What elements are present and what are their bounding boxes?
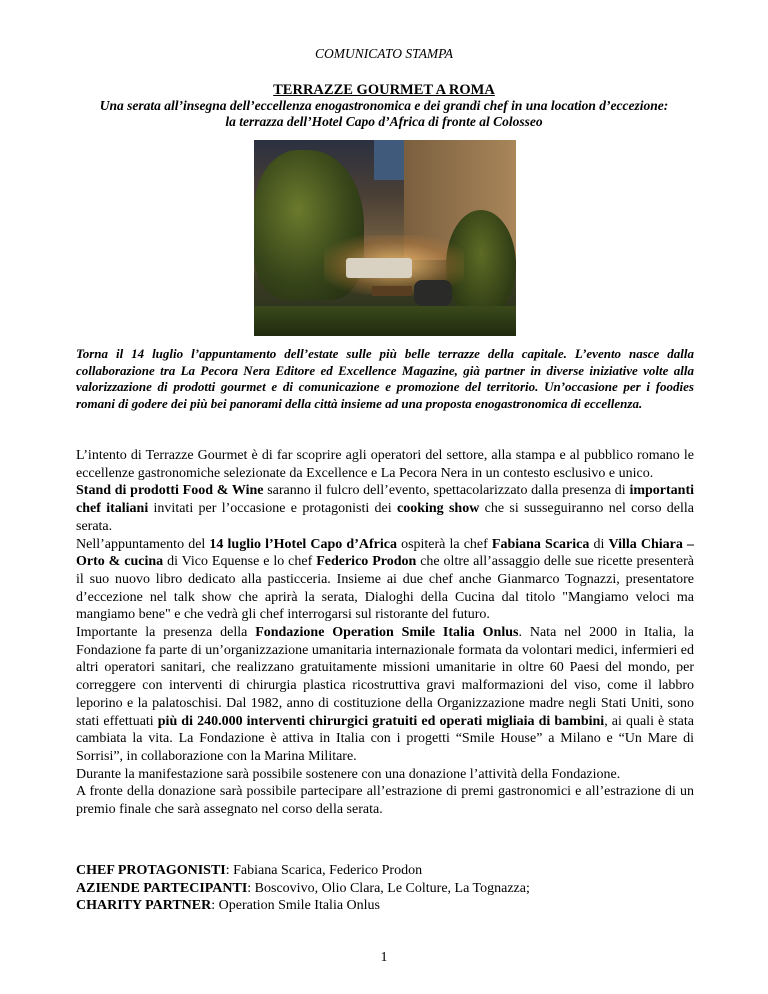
companies-line: AZIENDE PARTECIPANTI: Boscovivo, Olio Clara, Le Colture, La Tognazza;	[76, 880, 530, 896]
photo-sofa	[346, 258, 412, 278]
body-paragraph-4: Importante la presenza della Fondazione Operation Smile Italia Onlus. Nata nel 2000 in Italia, la Fondazione fa parte di un’organizzazione umanitaria internazionale formata da volontari medici, infermieri ed altri operatori sanitari, che realizzano gratuitamente missioni umanitarie in oltre 60 Paesi del mondo, per correggere con interventi di chirurgia plastica ricostruttiva gravi malformazioni del viso, come il labbro leporino e la palatoschisi. Dal 1982, anno di costituzione della Organizzazione madre negli Stati Uniti, sono stati effettuati più di 240.000 interventi chirurgici gratuiti ed operati migliaia di bambini, ai quali è stata cambiata la vita. La Fondazione è attiva in Italia con i progetti “Smile House” a Milano e “Un Mare di Sorrisi”, in collaborazione con la Marina Militare.	[76, 625, 694, 764]
document-subtitle	[60, 98, 708, 130]
press-release-label: COMUNICATO STAMPA	[315, 46, 453, 61]
charity-line: CHARITY PARTNER: Operation Smile Italia Onlus	[76, 898, 380, 914]
terrace-photo	[254, 140, 516, 336]
participants-list	[76, 862, 694, 915]
body-paragraph-2: Stand di prodotti Food & Wine saranno il fulcro dell’evento, spettacolarizzato dalla presenza di importanti chef italiani invitati per l’occasione e protagonisti dei cooking show che si susseguiranno nel corso della serata.	[76, 483, 695, 534]
body-paragraph-6: A fronte della donazione sarà possibile partecipare all’estrazione di premi gastronomici e all’estrazione di un premio finale che sarà assegnato nel corso della serata.	[76, 784, 694, 818]
photo-chair	[414, 280, 452, 306]
body-paragraph-1: L’intento di Terrazze Gourmet è di far scoprire agli operatori del settore, alla stampa e al pubblico romano le eccellenze gastronomiche selezionate da Excellence e La Pecora Nera in un contesto esclusivo e unico.	[76, 448, 694, 481]
subtitle-line-2: la terrazza dell’Hotel Capo d’Africa di fronte al Colosseo	[225, 114, 543, 129]
document-title: TERRAZZE GOURMET A ROMA	[273, 82, 495, 98]
page-number: 1	[380, 950, 388, 965]
chef-line: CHEF PROTAGONISTI: Fabiana Scarica, Federico Prodon	[76, 863, 423, 878]
body-paragraph-3: Nell’appuntamento del 14 luglio l’Hotel Capo d’Africa ospiterà la chef Fabiana Scarica di Villa Chiara – Orto & cucina di Vico Equense e lo chef Federico Prodon che oltre all’assaggio delle sue ricette presenterà il suo nuovo libro dedicato alla pasticceria. Insieme ai due chef anche Gianmarco Tognazzi, presentatore d’eccezione nel talk show che aprirà la serata, Dialoghi della Cucina dal titolo "Mangiamo veloci ma mangiamo bene" e che vedrà gli chef interrogarsi sul ristorante del futuro.	[76, 536, 695, 623]
body-paragraph-5: Durante la manifestazione sarà possibile sostenere con una donazione l’attività della Fondazione.	[76, 766, 621, 782]
photo-ground	[254, 306, 516, 336]
body-text	[76, 447, 694, 819]
intro-paragraph: Torna il 14 luglio l’appuntamento dell’estate sulle più belle terrazze della capitale. L’evento nasce dalla collaborazione tra La Pecora Nera Editore ed Excellence Magazine, già partner in diverse iniziative volte alla valorizzazione di prodotti gourmet e di comunicazione e promozione del territorio. Un’occasione per i foodies romani di godere dei più bei panorami della città insieme ad una proposta enogastronomica di eccellenza.	[76, 346, 694, 411]
photo-table	[372, 286, 412, 296]
subtitle-line-1: Una serata all’insegna dell’eccellenza enogastronomica e dei grandi chef in una location d’eccezione:	[99, 98, 669, 113]
